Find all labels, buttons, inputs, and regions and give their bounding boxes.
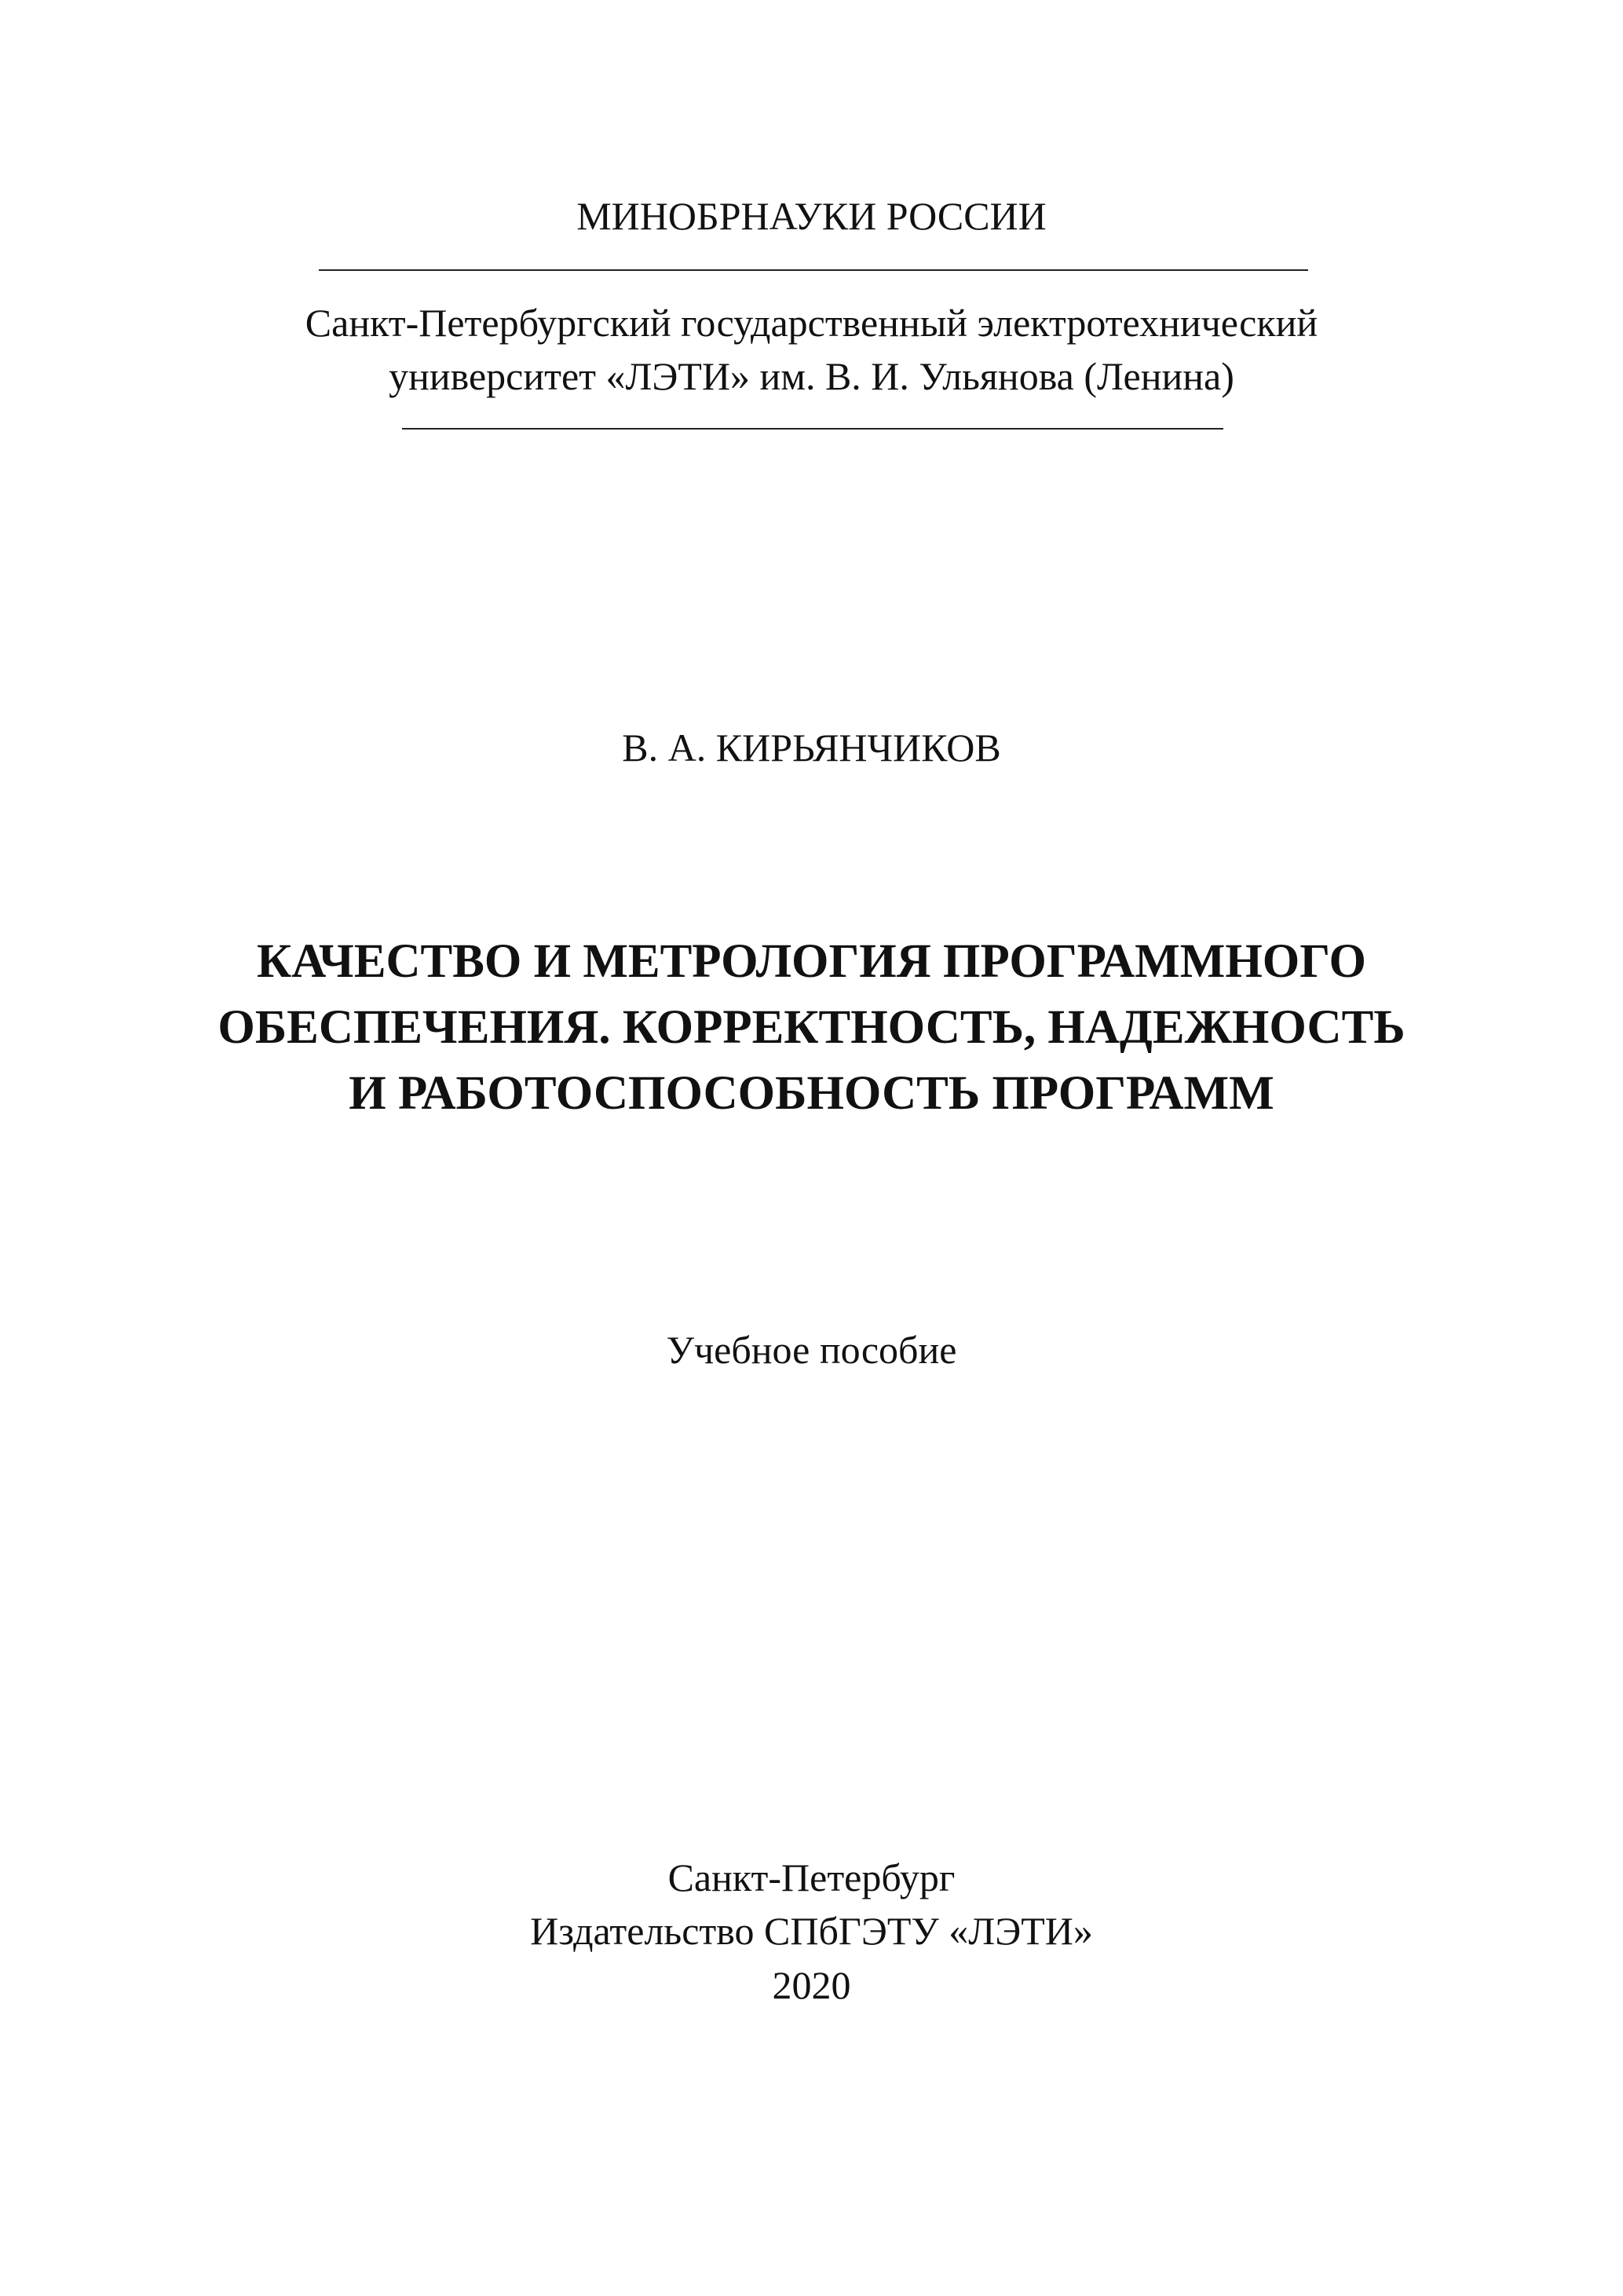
book-title-line-3: И РАБОТОСПОСОБНОСТЬ ПРОГРАММ (349, 1067, 1274, 1120)
document-type: Учебное пособие (666, 1328, 957, 1372)
university-name-line-2: университет «ЛЭТИ» им. В. И. Ульянова (Ленина) (389, 354, 1234, 398)
book-title-line-1: КАЧЕСТВО И МЕТРОЛОГИЯ ПРОГРАММНОГО (257, 935, 1366, 988)
imprint-publisher: Издательство СПбГЭТУ «ЛЭТИ» (530, 1909, 1093, 1953)
ministry-name: МИНОБРНАУКИ РОССИИ (576, 194, 1047, 238)
header-rule-bottom (402, 428, 1223, 430)
imprint-year: 2020 (772, 1963, 851, 2007)
imprint-city: Санкт-Петербург (667, 1855, 956, 1899)
header-rule-top (319, 269, 1308, 271)
university-name-line-1: Санкт-Петербургский государственный электротехнический (305, 301, 1318, 345)
author-name: В. А. КИРЬЯНЧИКОВ (622, 726, 1001, 770)
book-title-line-2: ОБЕСПЕЧЕНИЯ. КОРРЕКТНОСТЬ, НАДЕЖНОСТЬ (217, 1001, 1406, 1054)
